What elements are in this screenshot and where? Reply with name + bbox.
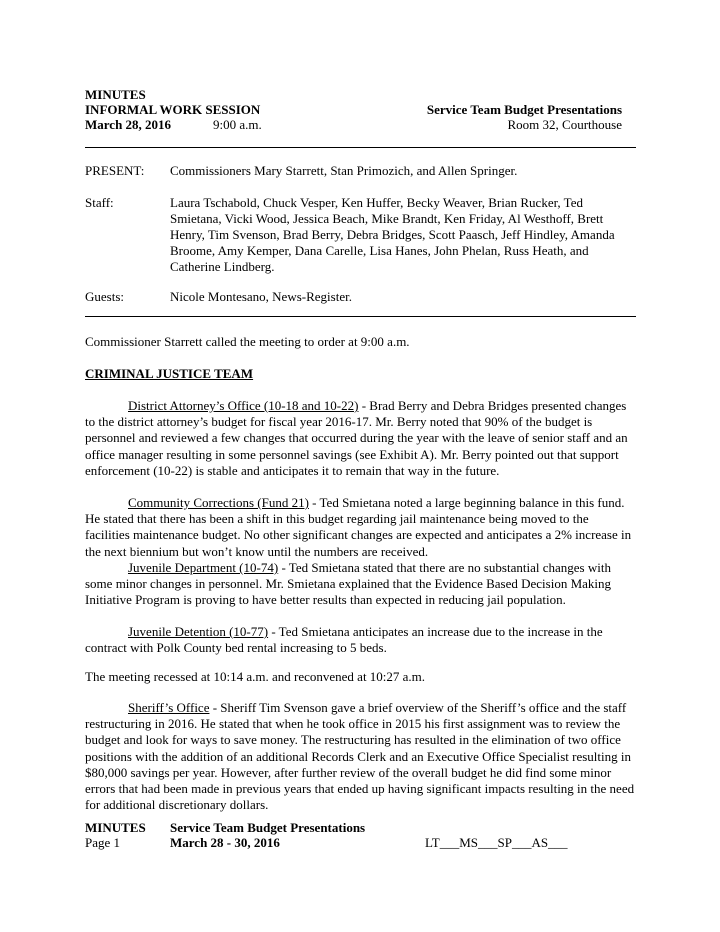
footer-initials: LT___MS___SP___AS___ [425,835,568,850]
item-juvenile-department [85,560,636,609]
meeting-date: March 28, 2016 [85,117,172,132]
staff-value: Laura Tschabold, Chuck Vesper, Ken Huffer, Becky Weaver, Brian Rucker, Ted Smietana, Vicki Wood, Jessica Beach, Mike Brandt, Ken Friday, Al Westhoff, Brett Henry, Tim Svenson, Brad Berry, Debra Bridges, Scott Paasch, Jeff Hindley, Amanda Broome, Amy Kemper, Dana Carelle, Lisa Hanes, John Phelan, Russ Heath, and Catherine Lindberg. [170,195,615,274]
item-text: - Ted Smietana noted a large beginning balance in this fund. He stated that there has been a shift in this budget regarding jail maintenance being moved to the facilities maintenance budget. No other significant changes are expected and anticipates a 2% increase in the next biennium but won’t know until the numbers are received. [85,495,632,559]
item-text: - Brad Berry and Debra Bridges presented changes to the district attorney’s budget for fiscal year 2016-17. Mr. Berry noted that 90% of the budget is personnel and reviewed a few changes that occurred during the year with the leave of senior staff and an office manager resulting in some personnel savings (see Exhibit A). Mr. Berry pointed out that support enforcement (10-22) is stable and anticipates it to remain that way in the future. [85,398,628,478]
item-district-attorney [85,398,636,479]
item-heading: Sheriff’s Office [128,700,210,715]
recess-note: The meeting recessed at 10:14 a.m. and reconvened at 10:27 a.m. [85,669,426,684]
footer-title: MINUTES [85,820,146,835]
item-heading: Juvenile Detention (10-77) [128,624,269,639]
present-value: Commissioners Mary Starrett, Stan Primozich, and Allen Springer. [170,163,518,178]
attendance-divider [85,316,636,317]
staff-label: Staff: [85,195,114,210]
footer-dates: March 28 - 30, 2016 [170,835,280,850]
meeting-time: 9:00 a.m. [213,117,262,132]
section-heading: CRIMINAL JUSTICE TEAM [85,366,254,381]
item-sheriff-office [85,700,636,813]
item-text: - Ted Smietana stated that there are no substantial changes with some minor changes in personnel. Mr. Smietana explained that the Evidence Based Decision Making Initiative Program is proving to have better results than expected in reducing jail population. [85,560,612,608]
header-divider [85,147,636,148]
present-label: PRESENT: [85,163,145,178]
meeting-topic: Service Team Budget Presentations [426,102,622,117]
item-heading: District Attorney’s Office (10-18 and 10-22) [128,398,359,413]
footer-topic: Service Team Budget Presentations [170,820,366,835]
item-text: - Ted Smietana anticipates an increase due to the increase in the contract with Polk County bed rental increasing to 5 beds. [85,624,603,656]
guests-label: Guests: [85,289,124,304]
meeting-location: Room 32, Courthouse [507,117,622,132]
guests-value: Nicole Montesano, News-Register. [170,289,352,304]
footer-page: Page 1 [85,835,121,850]
call-to-order: Commissioner Starrett called the meeting to order at 9:00 a.m. [85,334,410,349]
item-heading: Juvenile Department (10-74) [128,560,279,575]
session-type: INFORMAL WORK SESSION [85,102,261,117]
document-title: MINUTES [85,87,146,102]
item-heading: Community Corrections (Fund 21) [128,495,309,510]
item-text: - Sheriff Tim Svenson gave a brief overview of the Sheriff’s office and the staff restructuring in 2016. He stated that when he took office in 2015 his first assignment was to review the budget and look for ways to save money. The restructuring has resulted in the elimination of two office positions with the addition of an additional Records Clerk and an Executive Office Specialist resulting in $80,000 savings per year. However, after further review of the overall budget he did find some minor errors that had been made in previous years that ended up having significant impacts resulting in the need for additional discretionary dollars. [85,700,635,813]
item-community-corrections [85,495,636,560]
item-juvenile-detention [85,624,636,656]
